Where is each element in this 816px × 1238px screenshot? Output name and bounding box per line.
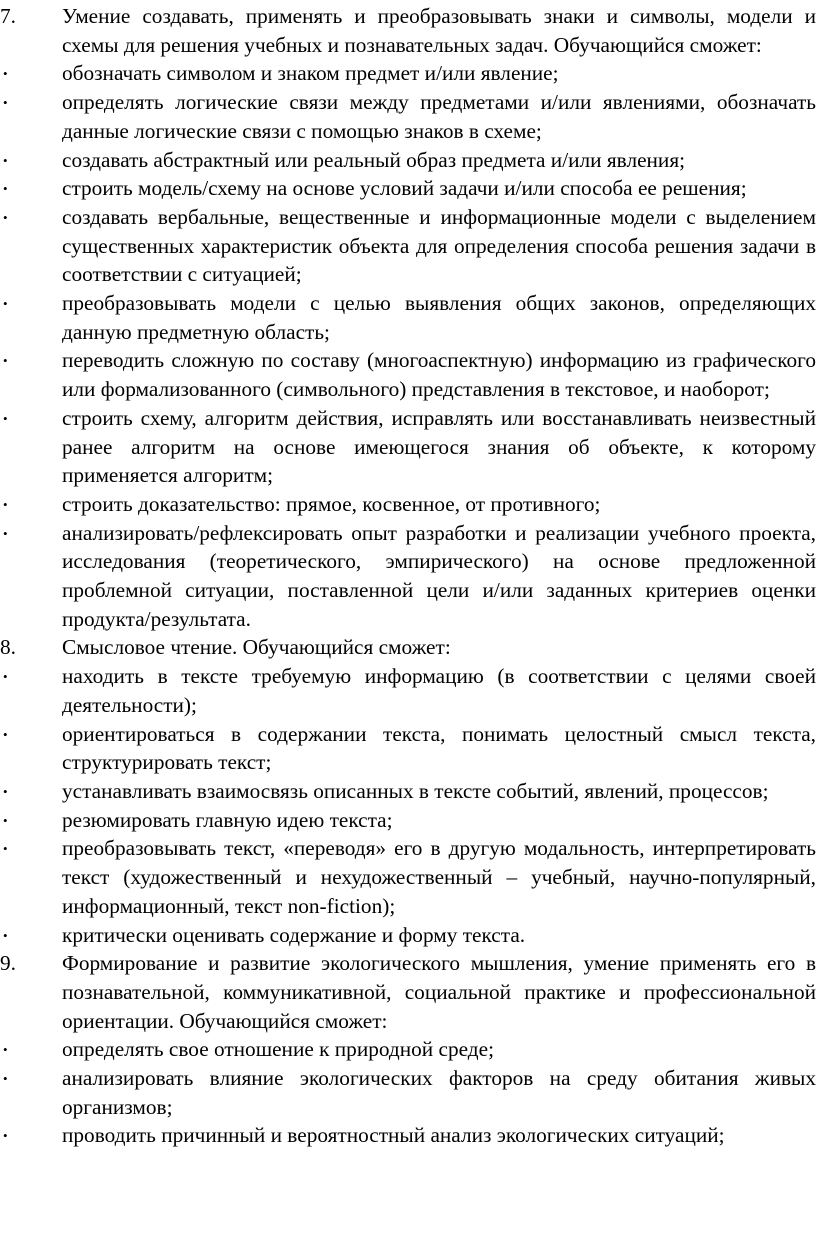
bullet-icon: • (3, 181, 8, 197)
bullet-icon: • (3, 783, 8, 799)
list-item (0, 1035, 816, 1064)
list-item-text: обозначать символом и знаком предмет и/или явление; (62, 61, 559, 86)
bullet-icon: • (3, 152, 8, 168)
section-number: 8. (0, 635, 16, 660)
list-item-text: строить модель/схему на основе условий задачи и/или способа ее решения; (62, 176, 747, 201)
list-item-text: находить в тексте требуемую информацию (в соответствии с целями своей деятельности); (62, 664, 816, 717)
list-item (0, 346, 816, 403)
bullet-icon: • (3, 296, 8, 312)
list-item (0, 88, 816, 145)
list-item (0, 806, 816, 835)
list-item-text: преобразовывать текст, «переводя» его в другую модальность, интерпретировать текст (художественный и нехудожественный – учебный, научно-популярный, информационный, текст non-fiction); (62, 836, 816, 918)
bullet-icon: • (3, 812, 8, 828)
list-item (0, 490, 816, 519)
list-item-text: создавать вербальные, вещественные и информационные модели с выделением существенных характеристик объекта для определения способа решения задачи в соответствии с ситуацией; (62, 204, 816, 287)
section-9-heading (0, 949, 816, 1035)
list-item-text: строить схему, алгоритм действия, исправлять или восстанавливать неизвестный ранее алгоритм на основе имеющегося знания об объекте, к которому применяется алгоритм; (62, 405, 816, 488)
bullet-icon: • (3, 927, 8, 943)
list-item-text: создавать абстрактный или реальный образ предмета и/или явления; (62, 147, 686, 172)
bullet-icon: • (3, 841, 8, 857)
list-item-text: переводить сложную по составу (многоаспектную) информацию из графического или формализованного (символьного) представления в текстовое, и наоборот; (62, 348, 816, 402)
bullet-icon: • (3, 1128, 8, 1144)
bullet-icon: • (3, 496, 8, 512)
list-item-text: резюмировать главную идею текста; (62, 807, 393, 832)
list-item (0, 1064, 816, 1121)
list-item (0, 834, 816, 920)
list-item (0, 59, 816, 88)
bullet-icon: • (3, 209, 8, 225)
bullet-icon: • (3, 1071, 8, 1087)
list-item (0, 174, 816, 203)
bullet-icon: • (3, 410, 8, 426)
list-item (0, 404, 816, 490)
section-heading-text: Смысловое чтение. Обучающийся сможет: (62, 635, 451, 660)
list-item (0, 1121, 816, 1150)
list-item-text: анализировать/рефлексировать опыт разработки и реализации учебного проекта, исследования (теоретического, эмпирического) на основе предложенной проблемной ситуации, поставленной цели и/или заданных критериев оценки продукта/результата. (62, 520, 816, 631)
list-item-text: ориентироваться в содержании текста, понимать целостный смысл текста, структурировать текст; (62, 721, 816, 775)
list-item (0, 519, 816, 634)
list-item-text: критически оценивать содержание и форму текста. (62, 922, 526, 947)
section-8-heading (0, 633, 816, 662)
list-item (0, 289, 816, 346)
list-item (0, 203, 816, 289)
list-item (0, 662, 816, 719)
list-item-text: определять свое отношение к природной среде; (62, 1037, 494, 1062)
section-7-heading (0, 2, 816, 59)
bullet-icon: • (3, 1042, 8, 1058)
list-item (0, 921, 816, 950)
section-number: 7. (0, 4, 16, 28)
section-heading-text: Умение создавать, применять и преобразовывать знаки и символы, модели и схемы для решения учебных и познавательных задач. Обучающийся сможет: (62, 4, 816, 57)
bullet-icon: • (3, 726, 8, 742)
list-item-text: строить доказательство: прямое, косвенное, от противного; (62, 491, 601, 516)
bullet-icon: • (3, 66, 8, 82)
list-item (0, 777, 816, 806)
list-item (0, 720, 816, 777)
section-heading-text: Формирование и развитие экологического мышления, умение применять его в познавательной, коммуникативной, социальной практике и профессиональной ориентации. Обучающийся сможет: (62, 951, 816, 1033)
bullet-icon: • (3, 525, 8, 541)
section-number: 9. (0, 951, 16, 976)
list-item-text: преобразовывать модели с целью выявления общих законов, определяющих данную предметную область; (62, 291, 816, 344)
list-item-text: определять логические связи между предметами и/или явлениями, обозначать данные логические связи с помощью знаков в схеме; (62, 90, 816, 143)
list-item-text: проводить причинный и вероятностный анализ экологических ситуаций; (62, 1123, 725, 1148)
bullet-icon: • (3, 95, 8, 111)
list-item-text: анализировать влияние экологических факторов на среду обитания живых организмов; (62, 1066, 816, 1119)
bullet-icon: • (3, 669, 8, 685)
bullet-icon: • (3, 353, 8, 369)
list-item-text: устанавливать взаимосвязь описанных в тексте событий, явлений, процессов; (62, 778, 769, 803)
list-item (0, 146, 816, 175)
